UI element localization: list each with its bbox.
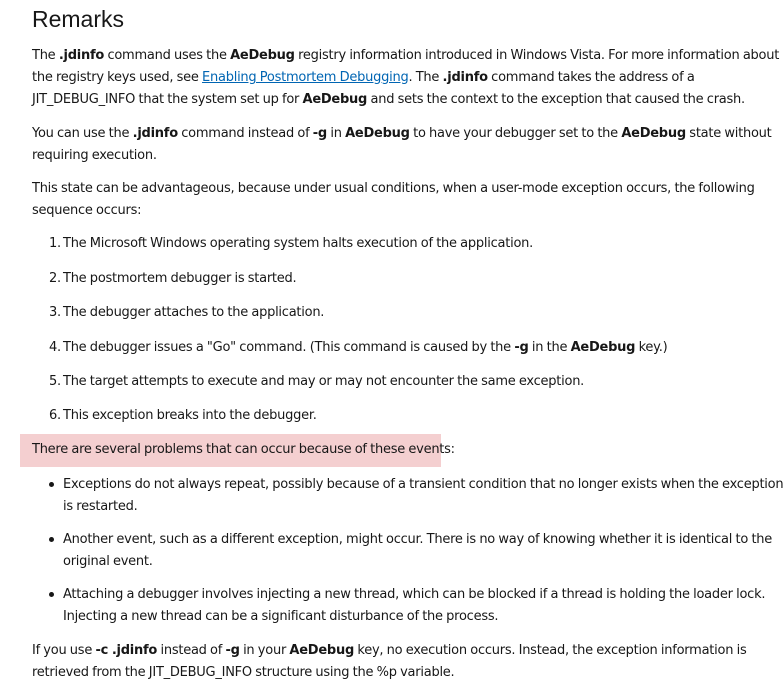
option-flag: -g [225, 643, 240, 658]
registry-key-name: AeDebug [621, 126, 686, 141]
text-run: Injecting a new thread can be a significant disturbance of the process. [63, 609, 499, 624]
text-run: Another event, such as a different exception, might occur. There is no way of knowing whether it is identical to the [63, 532, 773, 547]
registry-key-name: AeDebug [570, 340, 636, 355]
list-item-text: The postmortem debugger is started. [63, 271, 297, 286]
list-item-text [63, 584, 765, 628]
bullet-icon [49, 482, 54, 487]
paragraph-line: retrieved from the JIT_DEBUG_INFO structure using the %p variable. [32, 665, 455, 680]
text-run: the registry keys used, see [32, 70, 203, 85]
text-run: instead of [157, 643, 226, 658]
list-item-text [63, 529, 772, 573]
option-flag: -g [514, 340, 529, 355]
text-run: JIT_DEBUG_INFO that the system set up for [32, 92, 303, 107]
option-flag: -g [312, 126, 327, 141]
list-number: 3. [49, 305, 61, 320]
text-run: is restarted. [63, 499, 138, 514]
paragraph-line: requiring execution. [32, 148, 157, 163]
paragraph-line [32, 89, 748, 111]
command-name: -c .jdinfo [95, 643, 158, 658]
bullet-icon [49, 592, 54, 597]
text-run: key.) [635, 340, 668, 355]
list-item-text [63, 474, 783, 518]
list-number: 4. [49, 340, 61, 355]
paragraph-state [32, 178, 755, 222]
text-run: command instead of [177, 126, 313, 141]
list-item-text: The debugger attaches to the application. [63, 305, 325, 320]
paragraph-line: This state can be advantageous, because under usual conditions, when a user-mode exception occurs, the following [32, 181, 755, 196]
text-run: in [326, 126, 346, 141]
list-item-text: This exception breaks into the debugger. [63, 408, 317, 423]
paragraph-c-option [32, 640, 748, 684]
section-heading: Remarks [32, 6, 125, 32]
registry-key-name: AeDebug [289, 643, 355, 658]
text-run: command takes the address of a [487, 70, 695, 85]
text-run: in your [239, 643, 290, 658]
list-item-text: The Microsoft Windows operating system halts execution of the application. [63, 236, 534, 251]
paragraph-line [32, 67, 748, 89]
command-name: .jdinfo [442, 70, 488, 85]
registry-key-name: AeDebug [230, 48, 295, 63]
text-run: original event. [63, 554, 153, 569]
text-run: You can use the [32, 126, 133, 141]
paragraph-line: sequence occurs: [32, 203, 142, 218]
list-number: 1. [49, 236, 61, 251]
text-run: The debugger issues a "Go" command. (This command is caused by the [63, 340, 515, 355]
list-number: 2. [49, 271, 61, 286]
paragraph-usage [32, 123, 772, 167]
text-run: to have your debugger set to the [409, 126, 622, 141]
paragraph-line [32, 45, 780, 67]
text-run: If you use [32, 643, 96, 658]
paragraph-line [32, 640, 748, 662]
command-name: .jdinfo [132, 126, 178, 141]
text-run: state without [685, 126, 772, 141]
text-run: in the [528, 340, 571, 355]
registry-key-name: AeDebug [302, 92, 368, 107]
bullet-icon [49, 537, 54, 542]
list-number: 6. [49, 408, 61, 423]
enabling-postmortem-debugging-link[interactable]: Enabling Postmortem Debugging [202, 70, 409, 85]
registry-key-name: AeDebug [345, 126, 410, 141]
text-run: Attaching a debugger involves injecting a new thread, which can be blocked if a thread is holding the loader lock. [63, 587, 766, 602]
paragraph-intro [32, 45, 780, 111]
text-run: Exceptions do not always repeat, possibly because of a transient condition that no longer exists when the exception [63, 477, 783, 492]
text-run: key, no execution occurs. Instead, the exception information is [354, 643, 747, 658]
command-name: .jdinfo [58, 48, 105, 63]
text-run: command uses the [104, 48, 231, 63]
text-run: The [32, 48, 59, 63]
paragraph-line [32, 123, 772, 145]
list-item-text: The target attempts to execute and may or may not encounter the same exception. [63, 374, 585, 389]
list-item-text [63, 337, 667, 359]
text-run: and sets the context to the exception that caused the crash. [367, 92, 745, 107]
list-number: 5. [49, 374, 61, 389]
text-run: registry information introduced in Windows Vista. For more information about [294, 48, 780, 63]
problems-intro: There are several problems that can occur because of these events: [32, 442, 455, 457]
text-run: . The [408, 70, 443, 85]
